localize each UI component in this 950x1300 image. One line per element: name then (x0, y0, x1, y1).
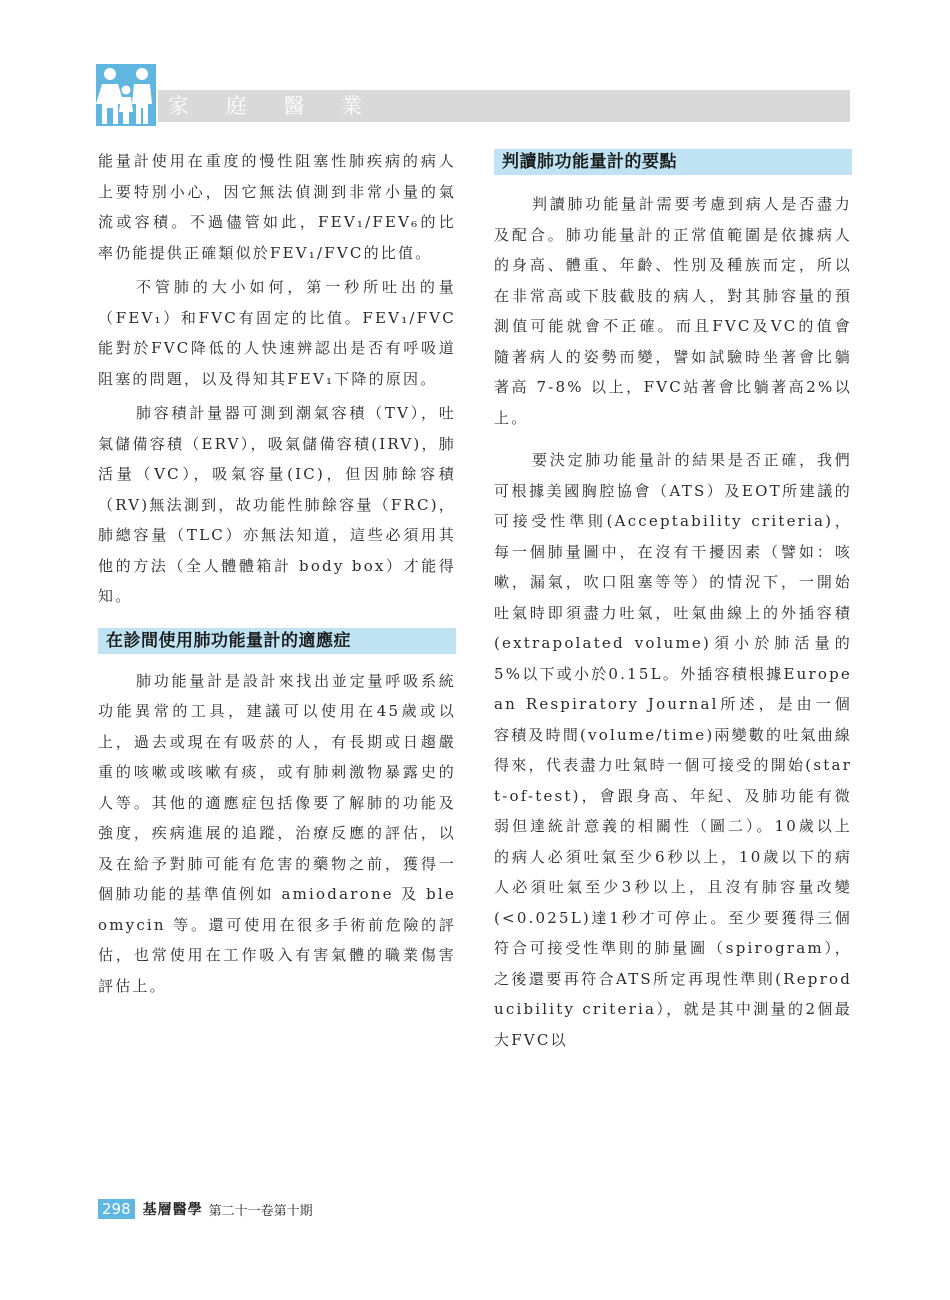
left-column (98, 146, 456, 1001)
paragraph: 肺功能量計是設計來找出並定量呼吸系統功能異常的工具，建議可以使用在45歲或以上，過去或現在有吸菸的人，有長期或日趨嚴重的咳嗽或咳嗽有痰，或有肺刺激物暴露史的人等。其他的適應症包括像要了解肺的功能及強度，疾病進展的追蹤，治療反應的評估，以及在給予對肺可能有危害的藥物之前，獲得一個肺功能的基準值例如 amiodarone 及 bleomycin 等。還可使用在很多手術前危險的評估，也常使用在工作吸入有害氣體的職業傷害評估上。 (98, 671, 456, 995)
family-figures-icon (96, 64, 156, 126)
section-title: 家 庭 醫 業 (168, 94, 378, 118)
right-column (494, 146, 852, 1055)
paragraph: 不管肺的大小如何，第一秒所吐出的量（FEV₁）和FVC有固定的比值。FEV₁/FVC能對於FVC降低的人快速辨認出是否有呼吸道阻塞的問題，以及得知其FEV₁下降的原因。 (98, 278, 456, 388)
journal-name: 基層醫學 (142, 1202, 203, 1218)
paragraph: 肺容積計量器可測到潮氣容積（TV），吐氣儲備容積（ERV），吸氣儲備容積(IRV)，肺活量（VC），吸氣容量(IC)，但因肺餘容積（RV)無法測到，故功能性肺餘容量（FRC)，肺總容量（TLC）亦無法知道，這些必須用其他的方法（全人體體箱計 body box）才能得知。 (98, 404, 456, 605)
paragraph: 判讀肺功能量計需要考慮到病人是否盡力及配合。肺功能量計的正常值範圍是依據病人的身高、體重、年齡、性別及種族而定，所以在非常高或下肢截肢的病人，對其肺容量的預測值可能就會不正確。而且FVC及VC的值會隨著病人的姿勢而變，譬如試驗時坐著會比躺著高 7-8% 以上，FVC站著會比躺著高2%以上。 (494, 195, 852, 427)
paragraph: 要決定肺功能量計的結果是否正確，我們可根據美國胸腔協會（ATS）及EOT所建議的可接受性準則(Acceptability criteria)，每一個肺量圖中，在沒有干擾因素（譬如：咳嗽，漏氣，吹口阻塞等等）的情況下，一開始吐氣時即須盡力吐氣，吐氣曲線上的外插容積(extrapolated volume)須小於肺活量的5%以下或小於0.15L。外插容積根據European Respiratory Journal所述，是由一個容積及時間(volume/time)兩變數的吐氣曲線得來，代表盡力吐氣時一個可接受的開始(start-of-test)，會跟身高、年紀、及肺功能有微弱但達統計意義的相關性（圖二）。10歲以上的病人必須吐氣至少6秒以上，10歲以下的病人必須吐氣至少3秒以上，且沒有肺容量改變(<0.025L)達1秒才可停止。至少要獲得三個符合可接受性準則的肺量圖（spirogram），之後還要再符合ATS所定再現性準則(Reproducibility criteria），就是其中測量的2個最大FVC以 (494, 451, 852, 1049)
paragraph: 能量計使用在重度的慢性阻塞性肺疾病的病人上要特別小心，因它無法偵測到非常小量的氣流或容積。不過儘管如此，FEV₁/FEV₆的比率仍能提供正確類似於FEV₁/FVC的比值。 (98, 152, 456, 262)
page-footer (98, 1198, 313, 1220)
section-heading: 判讀肺功能量計的要點 (494, 149, 852, 175)
page-number: 298 (98, 1199, 135, 1219)
section-heading: 在診間使用肺功能量計的適應症 (98, 628, 456, 654)
issue-info: 第二十一卷第十期 (208, 1203, 313, 1219)
